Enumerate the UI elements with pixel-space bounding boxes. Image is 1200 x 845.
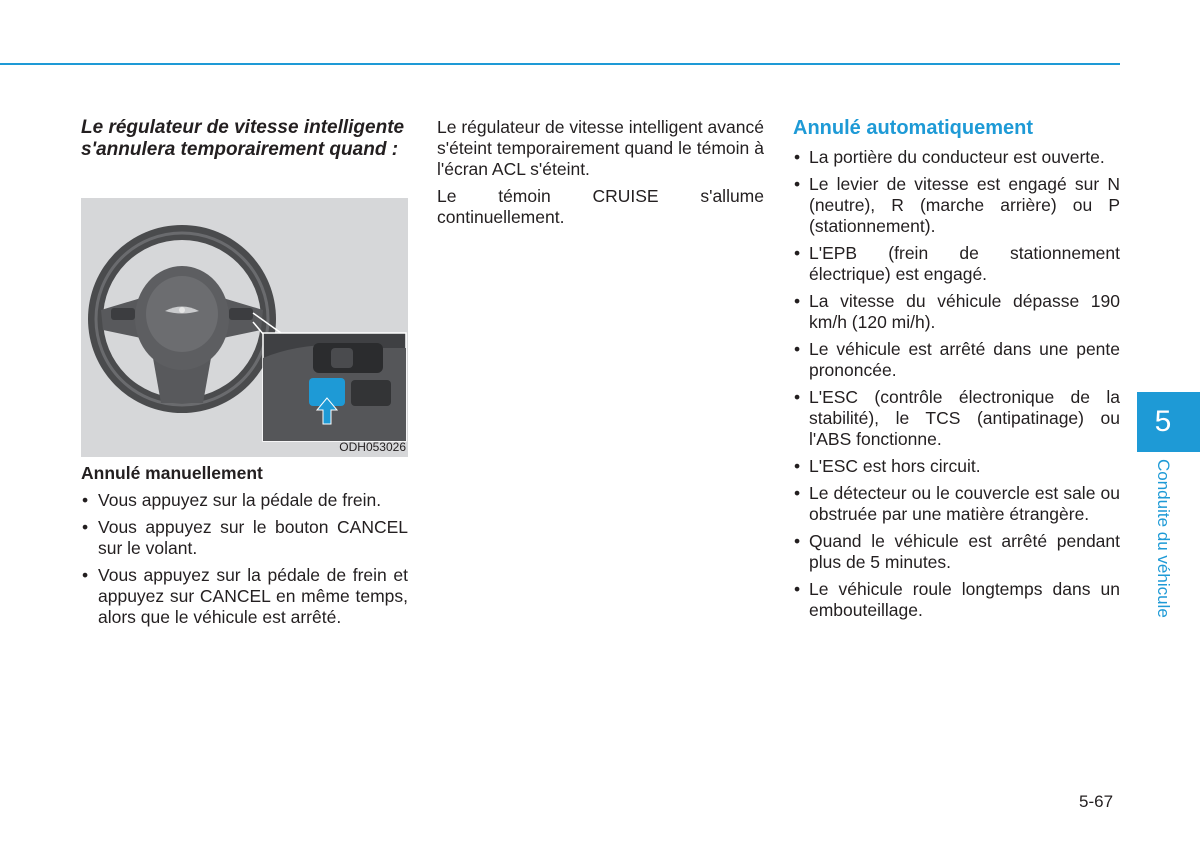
list-item: • Vous appuyez sur le bouton CANCEL sur le volant. — [81, 517, 408, 559]
manual-heading: Annulé manuellement — [81, 463, 263, 483]
list-item: • Vous appuyez sur la pédale de frein. — [81, 490, 408, 511]
list-item: • La portière du conducteur est ouverte. — [793, 147, 1120, 168]
left-column-header — [81, 117, 408, 161]
manual-cancel-section — [81, 463, 408, 634]
list-item: • L'ESC (contrôle électronique de la stabilité), le TCS (antipatinage) ou l'ABS fonctionne. — [793, 387, 1120, 450]
list-item: • Le véhicule est arrêté dans une pente prononcée. — [793, 339, 1120, 381]
auto-cancel-heading: Annulé automatiquement — [793, 117, 1034, 139]
chapter-title: Conduite du véhicule — [1154, 459, 1173, 618]
steering-wheel-figure — [81, 198, 408, 457]
chapter-number: 5 — [1154, 405, 1172, 438]
steering-wheel-icon — [81, 198, 408, 457]
chapter-tab — [1137, 392, 1200, 452]
top-rule — [0, 63, 1120, 65]
manual-list — [81, 490, 408, 628]
list-item: • Le véhicule roule longtemps dans un embouteillage. — [793, 579, 1120, 621]
list-item: • Quand le véhicule est arrêté pendant plus de 5 minutes. — [793, 531, 1120, 573]
right-column — [793, 116, 1120, 627]
auto-cancel-list — [793, 147, 1120, 621]
figure-code: ODH053026 — [339, 440, 406, 454]
paragraph: Le régulateur de vitesse intelligent avancé s'éteint temporairement quand le témoin à l'écran ACL s'éteint. — [437, 117, 764, 179]
list-item: • Le détecteur ou le couvercle est sale ou obstruée par une matière étrangère. — [793, 483, 1120, 525]
list-item: • Vous appuyez sur la pédale de frein et appuyez sur CANCEL en même temps, alors que le véhicule est arrêté. — [81, 565, 408, 628]
list-item: • L'ESC est hors circuit. — [793, 456, 1120, 477]
page-number: 5-67 — [1079, 792, 1114, 811]
section-heading: Le régulateur de vitesse intelligente s'annulera temporairement quand : — [81, 117, 405, 160]
middle-column — [437, 117, 764, 234]
list-item: • Le levier de vitesse est engagé sur N (neutre), R (marche arrière) ou P (stationnement). — [793, 174, 1120, 237]
list-item: • L'EPB (frein de stationnement électrique) est engagé. — [793, 243, 1120, 285]
list-item: • La vitesse du véhicule dépasse 190 km/h (120 mi/h). — [793, 291, 1120, 333]
paragraph: Le témoin CRUISE s'allume continuellement. — [437, 186, 764, 227]
